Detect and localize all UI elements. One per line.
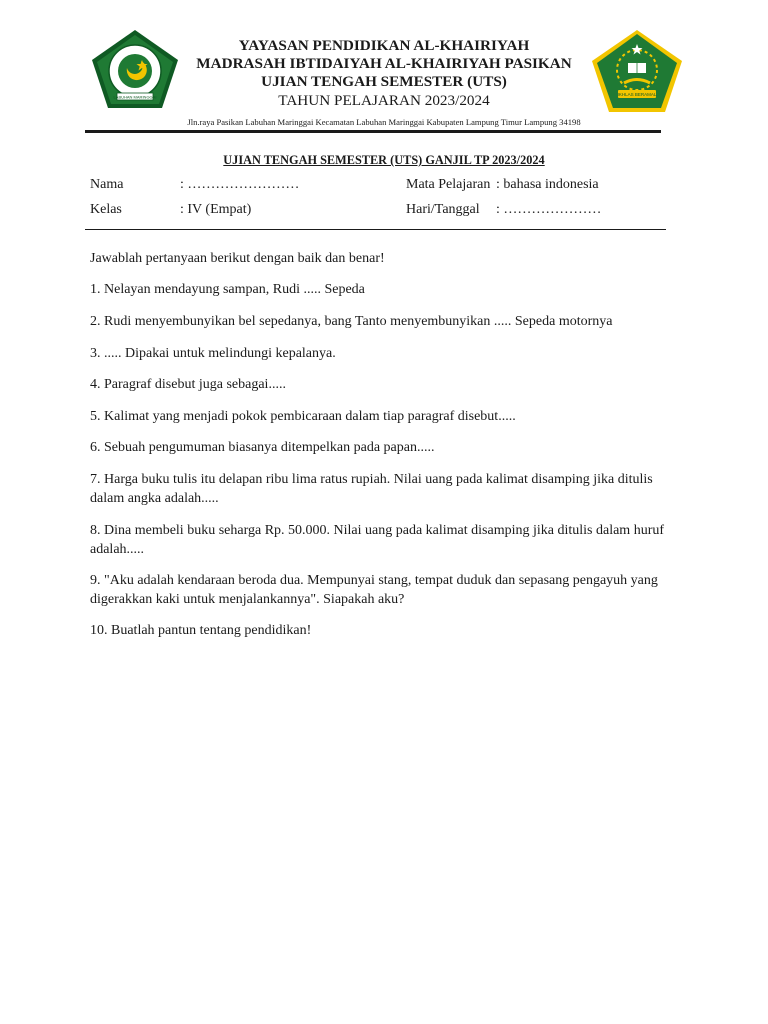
date-value: : …………………: [496, 202, 602, 217]
question-5: 5. Kalimat yang menjadi pokok pembicaraan dalam tiap paragraf disebut.....: [90, 409, 516, 424]
question-4: 4. Paragraf disebut juga sebagai.....: [90, 377, 286, 392]
question-2: 2. Rudi menyembunyikan bel sepedanya, bang Tanto menyembunyikan ..... Sepeda motornya: [90, 314, 613, 329]
academic-year: TAHUN PELAJARAN 2023/2024: [278, 92, 490, 109]
ministry-logo-right: [590, 28, 684, 114]
name-value: : ……………………: [180, 177, 300, 192]
question-9: 9. "Aku adalah kendaraan beroda dua. Mempunyai stang, tempat duduk dan sepasang pengayuh yang digerakkan kaki untuk menjalankannya". Siapakah aku?: [90, 573, 658, 607]
instruction: Jawablah pertanyaan berikut dengan baik dan benar!: [90, 251, 385, 266]
question-10: 10. Buatlah pantun tentang pendidikan!: [90, 623, 312, 638]
question-3: 3. ..... Dipakai untuk melindungi kepalanya.: [90, 346, 336, 361]
subject-value: : bahasa indonesia: [496, 177, 599, 192]
letterhead-divider: [85, 130, 661, 133]
info-divider: [85, 229, 666, 230]
name-label: Nama: [90, 177, 124, 192]
subject-label: Mata Pelajaran: [406, 177, 491, 192]
class-value: : IV (Empat): [180, 202, 252, 217]
question-1: 1. Nelayan mendayung sampan, Rudi ..... Sepeda: [90, 282, 365, 297]
foundation-name: YAYASAN PENDIDIKAN AL-KHAIRIYAH: [238, 37, 530, 54]
svg-text:IKHLAS BERAMAL: IKHLAS BERAMAL: [617, 92, 657, 97]
question-6: 6. Sebuah pengumuman biasanya ditempelkan pada papan.....: [90, 440, 435, 455]
question-8: 8. Dina membeli buku seharga Rp. 50.000. Nilai uang pada kalimat disamping jika ditulis dalam huruf adalah.....: [90, 523, 665, 557]
date-label: Hari/Tanggal: [406, 202, 480, 217]
question-7: 7. Harga buku tulis itu delapan ribu lima ratus rupiah. Nilai uang pada kalimat disamping jika ditulis dalam angka adalah.....: [90, 472, 653, 506]
school-logo-left: [90, 28, 180, 110]
letterhead: [185, 37, 583, 110]
school-address: Jln.raya Pasikan Labuhan Maringgai Kecamatan Labuhan Maringgai Kabupaten Lampung Timur Lampung 34198: [187, 117, 581, 127]
school-name: MADRASAH IBTIDAIYAH AL-KHAIRIYAH PASIKAN: [196, 55, 572, 72]
exam-title: UJIAN TENGAH SEMESTER (UTS) GANJIL TP 2023/2024: [223, 153, 545, 167]
exam-heading: UJIAN TENGAH SEMESTER (UTS): [261, 73, 507, 90]
svg-text:LABUHAN MARINGGAI: LABUHAN MARINGGAI: [113, 94, 157, 100]
class-label: Kelas: [90, 202, 122, 217]
